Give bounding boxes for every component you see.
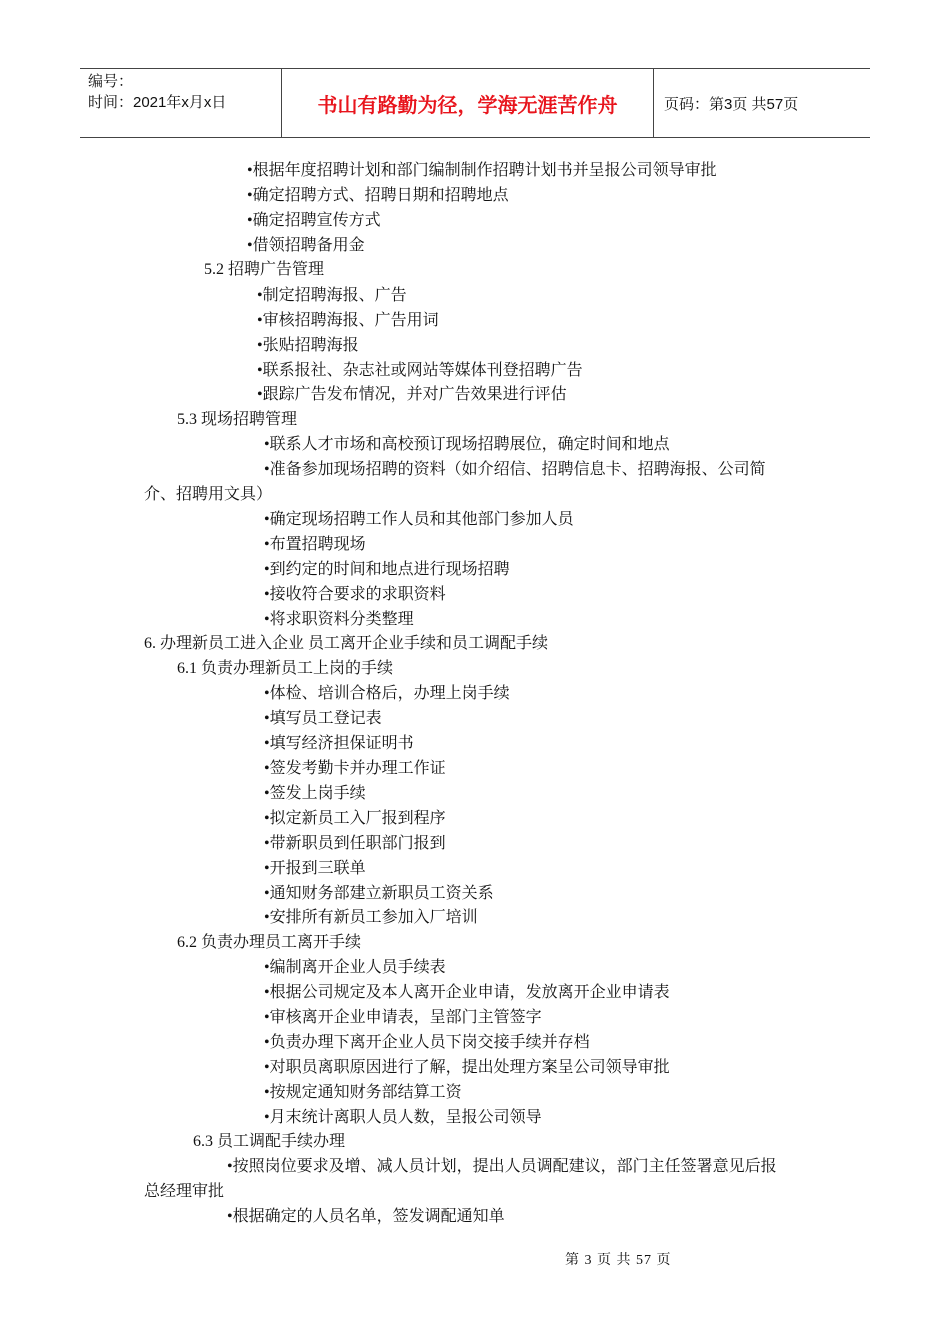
list-item: •通知财务部建立新职员工资关系 (264, 885, 494, 902)
list-item: •拟定新员工入厂报到程序 (264, 810, 446, 827)
header-motto: 书山有路勤为径，学海无涯苦作舟 (282, 69, 654, 137)
header-meta (80, 69, 282, 137)
list-item: •根据公司规定及本人离开企业申请，发放离开企业申请表 (264, 984, 670, 1001)
list-item: •对职员离职原因进行了解，提出处理方案呈公司领导审批 (264, 1059, 670, 1076)
list-item: •接收符合要求的求职资料 (264, 586, 446, 603)
page-footer: 第 3 页 共 57 页 (565, 1253, 672, 1268)
list-item: •借领招聘备用金 (247, 237, 365, 254)
list-item: •签发上岗手续 (264, 785, 366, 802)
page-header (80, 68, 870, 138)
list-item: •制定招聘海报、广告 (257, 287, 407, 304)
list-item: •联系人才市场和高校预订现场招聘展位，确定时间和地点 (264, 436, 670, 453)
list-item-continuation: 介、招聘用文具） (144, 486, 273, 503)
list-item: •审核招聘海报、广告用词 (257, 312, 439, 329)
list-item: •准备参加现场招聘的资料（如介绍信、招聘信息卡、招聘海报、公司简 (264, 461, 766, 478)
section-heading: 6.3 员工调配手续办理 (193, 1133, 346, 1150)
doc-date-label: 时间：2021年x月x日 (88, 94, 227, 111)
section-heading: 6.1 负责办理新员工上岗的手续 (177, 660, 394, 677)
list-item: •根据年度招聘计划和部门编制制作招聘计划书并呈报公司领导审批 (247, 162, 717, 179)
list-item: •审核离开企业申请表，呈部门主管签字 (264, 1009, 542, 1026)
list-item: •带新职员到任职部门报到 (264, 835, 446, 852)
header-page-info: 页码：第3页 共57页 (664, 95, 799, 113)
list-item: •体检、培训合格后，办理上岗手续 (264, 685, 510, 702)
list-item: •负责办理下离开企业人员下岗交接手续并存档 (264, 1034, 590, 1051)
list-item: •根据确定的人员名单，签发调配通知单 (227, 1208, 505, 1225)
section-heading: 5.3 现场招聘管理 (177, 411, 298, 428)
list-item: •将求职资料分类整理 (264, 611, 414, 628)
list-item: •按照岗位要求及增、减人员计划，提出人员调配建议，部门主任签署意见后报 (227, 1158, 777, 1175)
list-item: •签发考勤卡并办理工作证 (264, 760, 446, 777)
list-item: •填写经济担保证明书 (264, 735, 414, 752)
list-item: •跟踪广告发布情况，并对广告效果进行评估 (257, 386, 567, 403)
list-item: •安排所有新员工参加入厂培训 (264, 909, 478, 926)
list-item-continuation: 总经理审批 (144, 1183, 225, 1200)
list-item: •确定现场招聘工作人员和其他部门参加人员 (264, 511, 574, 528)
section-heading: 6. 办理新员工进入企业 员工离开企业手续和员工调配手续 (144, 635, 549, 652)
section-heading: 6.2 负责办理员工离开手续 (177, 934, 362, 951)
list-item: •按规定通知财务部结算工资 (264, 1084, 462, 1101)
list-item: •月末统计离职人员人数，呈报公司领导 (264, 1109, 542, 1126)
list-item: •联系报社、杂志社或网站等媒体刊登招聘广告 (257, 362, 583, 379)
section-heading: 5.2 招聘广告管理 (204, 261, 325, 278)
list-item: •开报到三联单 (264, 860, 366, 877)
list-item: •张贴招聘海报 (257, 337, 359, 354)
list-item: •确定招聘宣传方式 (247, 212, 381, 229)
list-item: •布置招聘现场 (264, 536, 366, 553)
doc-number-label: 编号： (88, 73, 134, 90)
list-item: •编制离开企业人员手续表 (264, 959, 446, 976)
list-item: •确定招聘方式、招聘日期和招聘地点 (247, 187, 509, 204)
list-item: •到约定的时间和地点进行现场招聘 (264, 561, 510, 578)
list-item: •填写员工登记表 (264, 710, 382, 727)
